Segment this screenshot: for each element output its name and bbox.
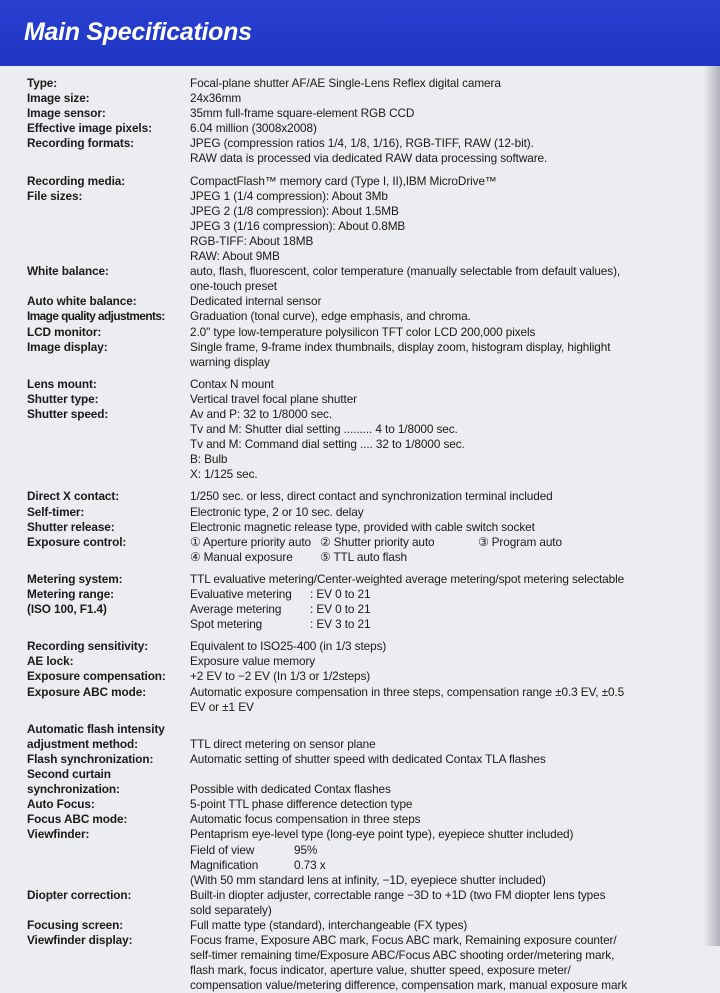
spec-label: Flash synchronization: (27, 751, 154, 766)
spec-row-auto-flash (27, 722, 717, 752)
spec-line: Single frame, 9-frame index thumbnails, display zoom, histogram display, highlight (190, 339, 611, 354)
spec-value (190, 827, 717, 887)
metering-range-value: : EV 0 to 21 (310, 587, 371, 601)
spec-label: Focus ABC mode: (27, 812, 128, 827)
spec-value (190, 685, 717, 715)
spec-line: RAW: About 9MB (190, 249, 280, 264)
spec-value: Automatic setting of shutter speed with dedicated Contax TLA flashes (190, 751, 546, 766)
spec-label: File sizes: (27, 188, 83, 203)
spec-label: Type: (27, 76, 58, 90)
spec-value: Dedicated internal sensor (190, 294, 322, 309)
spec-line: self-timer remaining time/Exposure ABC/Focus ABC shooting order/metering mark, (190, 948, 615, 963)
spec-row-recording-formats (27, 136, 717, 166)
spec-label-line: (ISO 100, F1.4) (27, 602, 107, 617)
spec-value: Contax N mount (190, 376, 274, 391)
spec-label: Shutter type: (27, 391, 99, 406)
spec-value: Vertical travel focal plane shutter (190, 391, 357, 406)
spec-row-shutter-release (27, 520, 717, 535)
viewfinder-detail-value: 95% (294, 842, 318, 857)
spec-line: JPEG 2 (1/8 compression): About 1.5MB (190, 203, 399, 218)
viewfinder-detail-name: Magnification (190, 857, 259, 872)
exposure-mode: ⑤ TTL auto flash (320, 549, 408, 564)
spec-line: warning display (190, 354, 270, 369)
viewfinder-detail-name: Field of view (190, 842, 255, 857)
spec-row-diopter (27, 888, 717, 918)
spec-label-line: adjustment method: (27, 736, 138, 751)
spec-row-metering-range (27, 587, 717, 632)
spec-value: Electronic type, 2 or 10 sec. delay (190, 504, 364, 519)
exposure-mode: ③ Program auto (478, 534, 562, 549)
spec-label: AE lock: (27, 654, 74, 669)
spec-row-lens-mount (27, 377, 717, 392)
spec-row-image-size (27, 91, 717, 106)
spec-value (190, 535, 717, 565)
spec-value (190, 767, 717, 797)
spec-label: Self-timer: (27, 504, 85, 519)
spec-label: Recording formats: (27, 136, 135, 151)
spec-label: Focusing screen: (27, 917, 124, 932)
spec-value: 1/250 sec. or less, direct contact and synchronization terminal included (190, 489, 553, 504)
spec-value (190, 264, 717, 294)
spec-label: Viewfinder display: (27, 933, 133, 948)
spec-value: 35mm full-frame square-element RGB CCD (190, 106, 415, 121)
spec-row-auto-white-balance (27, 294, 717, 309)
spec-line (190, 767, 717, 782)
spec-row-image-display (27, 340, 717, 370)
spec-label: Auto white balance: (27, 294, 137, 309)
spec-value: 5-point TTL phase difference detection type (190, 797, 413, 812)
spec-line: Av and P: 32 to 1/8000 sec. (190, 406, 333, 421)
spec-row-direct-x (27, 489, 717, 504)
spec-value: 6.04 million (3008x2008) (190, 121, 317, 136)
spec-row-recording-media (27, 174, 717, 189)
spec-value (190, 933, 717, 993)
spec-row-white-balance (27, 264, 717, 294)
spec-value (190, 340, 717, 370)
metering-mode: Average metering (190, 602, 282, 617)
spec-label: Exposure compensation: (27, 669, 166, 684)
spec-line: X: 1/125 sec. (190, 467, 258, 482)
spec-line: Pentaprism eye-level type (long-eye point type), eyepiece shutter included) (190, 827, 574, 842)
spec-value: CompactFlash™ memory card (Type I, II),IBM MicroDrive™ (190, 173, 497, 188)
spec-label: Effective image pixels: (27, 121, 152, 136)
metering-range-value: : EV 3 to 21 (310, 617, 371, 632)
spec-value (190, 407, 717, 482)
spec-line: Possible with dedicated Contax flashes (190, 782, 391, 797)
spec-value: Focal-plane shutter AF/AE Single-Lens Reflex digital camera (190, 76, 501, 90)
spec-row-image-sensor (27, 106, 717, 121)
spec-row-self-timer (27, 505, 717, 520)
spec-row-viewfinder (27, 827, 717, 887)
spec-label: Auto Focus: (27, 797, 95, 812)
viewfinder-detail-value: 0.73 x (294, 857, 326, 872)
spec-value (190, 587, 717, 632)
spec-row-effective-pixels (27, 121, 717, 136)
spec-row-flash-sync (27, 752, 717, 767)
spec-label: Shutter speed: (27, 406, 109, 421)
spec-row-viewfinder-display (27, 933, 717, 993)
spec-row-type (27, 76, 717, 91)
spec-label-line: Automatic flash intensity (27, 721, 165, 736)
spec-label: Image quality adjustments: (27, 309, 165, 324)
metering-mode: Spot metering (190, 617, 263, 632)
spec-label: LCD monitor: (27, 324, 102, 339)
spec-row-recording-sensitivity (27, 639, 717, 654)
spec-row-ae-lock (27, 654, 717, 669)
spec-label: Direct X contact: (27, 489, 120, 504)
spec-value: Equivalent to ISO25-400 (in 1/3 steps) (190, 639, 387, 654)
spec-line: JPEG (compression ratios 1/4, 1/8, 1/16), RGB-TIFF, RAW (12-bit). (190, 136, 534, 151)
viewfinder-details (190, 843, 717, 873)
spec-line: Focus frame, Exposure ABC mark, Focus ABC mark, Remaining exposure counter/ (190, 933, 617, 948)
spec-line: sold separately) (190, 902, 272, 917)
spec-row-focusing-screen (27, 918, 717, 933)
spec-value: 2.0" type low-temperature polysilicon TFT color LCD 200,000 pixels (190, 324, 536, 339)
spec-line: B: Bulb (190, 452, 228, 467)
title-banner (0, 0, 720, 66)
spec-label-line: Second curtain (27, 767, 111, 782)
spec-label (27, 587, 190, 632)
spec-row-focus-abc (27, 812, 717, 827)
spec-row-exposure-control (27, 535, 717, 565)
spec-value: Automatic focus compensation in three steps (190, 812, 421, 827)
spec-value: +2 EV to −2 EV (In 1/3 or 1/2steps) (190, 669, 371, 684)
spec-value (190, 888, 717, 918)
spec-list (27, 76, 717, 993)
spec-row-file-sizes (27, 189, 717, 264)
spec-row-metering-system (27, 572, 717, 587)
spec-label: White balance: (27, 264, 109, 279)
spec-line: RGB-TIFF: About 18MB (190, 233, 314, 248)
spec-value: Graduation (tonal curve), edge emphasis, and chroma. (190, 309, 471, 324)
spec-label: Exposure control: (27, 534, 127, 549)
metering-mode: Evaluative metering (190, 587, 292, 601)
spec-value (190, 722, 717, 752)
spec-label: Lens mount: (27, 376, 97, 391)
spec-row-exposure-abc (27, 685, 717, 715)
spec-line: (With 50 mm standard lens at infinity, −1D, eyepiece shutter included) (190, 872, 546, 887)
spec-line: one-touch preset (190, 279, 277, 294)
spec-value: 24x36mm (190, 91, 242, 106)
spec-line: JPEG 3 (1/16 compression): About 0.8MB (190, 218, 406, 233)
exposure-mode: ④ Manual exposure (190, 549, 293, 564)
spec-label: Image display: (27, 339, 108, 354)
spec-line: RAW data is processed via dedicated RAW data processing software. (190, 151, 548, 166)
spec-label: Image size: (27, 91, 90, 106)
spec-value: Electronic magnetic release type, provided with cable switch socket (190, 519, 535, 534)
spec-label-line: Metering range: (27, 587, 114, 601)
page-title: Main Specifications (24, 18, 252, 46)
spec-label: Viewfinder: (27, 827, 90, 842)
spec-row-second-curtain (27, 767, 717, 797)
spec-value: Exposure value memory (190, 654, 316, 669)
spec-label: Recording media: (27, 173, 126, 188)
spec-line: Tv and M: Command dial setting .... 32 to 1/8000 sec. (190, 437, 465, 452)
spec-line: JPEG 1 (1/4 compression): About 3Mb (190, 188, 388, 203)
spec-row-image-quality (27, 309, 717, 324)
exposure-mode: ② Shutter priority auto (320, 534, 435, 549)
spec-line: compensation value/metering difference, compensation mark, manual exposure mark (190, 978, 628, 993)
spec-label (27, 722, 190, 752)
spec-value (190, 136, 717, 166)
spec-line: Built-in diopter adjuster, correctable range −3D to +1D (two FM diopter lens types (190, 887, 606, 902)
spec-line: Tv and M: Shutter dial setting ......... 4 to 1/8000 sec. (190, 422, 458, 437)
spec-row-shutter-speed (27, 407, 717, 482)
spec-line: TTL direct metering on sensor plane (190, 736, 376, 751)
spec-value: Full matte type (standard), interchangeable (FX types) (190, 917, 468, 932)
spec-label: Shutter release: (27, 519, 115, 534)
spec-row-auto-focus (27, 797, 717, 812)
spec-label: Metering system: (27, 571, 123, 586)
spec-label: Recording sensitivity: (27, 639, 149, 654)
spec-row-lcd-monitor (27, 325, 717, 340)
exposure-mode: ① Aperture priority auto (190, 534, 311, 549)
spec-value: TTL evaluative metering/Center-weighted average metering/spot metering selectable (190, 571, 625, 586)
spec-label (27, 767, 190, 797)
spec-label: Diopter correction: (27, 887, 132, 902)
spec-label: Image sensor: (27, 106, 106, 121)
spec-row-shutter-type (27, 392, 717, 407)
spec-line: Automatic exposure compensation in three steps, compensation range ±0.3 EV, ±0.5 (190, 684, 625, 699)
spec-label: Exposure ABC mode: (27, 684, 147, 699)
spec-line: auto, flash, fluorescent, color temperature (manually selectable from default values), (190, 264, 621, 279)
spec-value (190, 189, 717, 264)
spec-label-line: synchronization: (27, 782, 120, 797)
spec-line: flash mark, focus indicator, aperture value, shutter speed, exposure meter/ (190, 963, 571, 978)
spec-line (190, 722, 717, 737)
metering-range-value: : EV 0 to 21 (310, 602, 371, 617)
spec-line: EV or ±1 EV (190, 699, 254, 714)
spec-row-exposure-compensation (27, 669, 717, 684)
